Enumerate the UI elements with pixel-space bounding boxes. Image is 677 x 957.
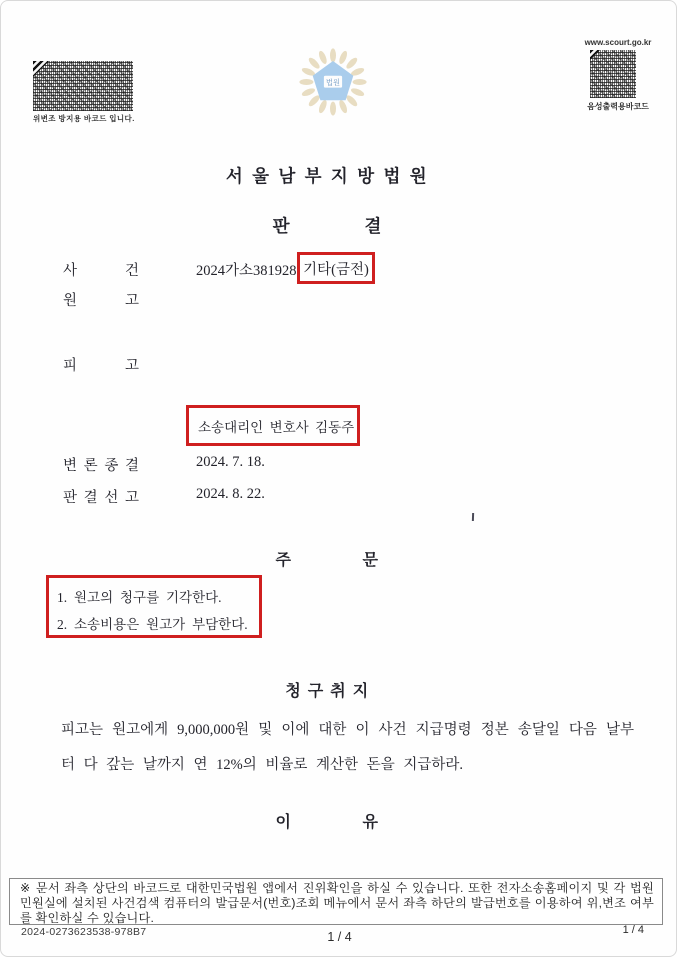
judgment-date-value: 2024. 8. 22.	[196, 486, 265, 502]
order-item-1: 1. 원고의 청구를 기각한다.	[57, 590, 222, 605]
voice-output-qr-caption: 음성출력용바코드	[587, 102, 649, 111]
court-emblem-label: 법원	[325, 77, 341, 87]
defendant-row	[63, 354, 643, 376]
order-item-2: 2. 소송비용은 원고가 부담한다.	[57, 617, 248, 632]
order-heading: 주 문	[275, 552, 380, 569]
case-number: 2024가소381928	[196, 263, 297, 279]
anti-forgery-barcode	[33, 61, 133, 111]
claim-text-line1: 피고는 원고에게 9,000,000원 및 이에 대한 이 사건 지급명령 정본 송달일 다음 날부	[61, 722, 634, 738]
court-emblem-graphic	[298, 47, 368, 117]
claim-paragraph	[61, 713, 634, 783]
representative-highlight-box	[186, 405, 360, 446]
defendant-label: 피 고	[63, 358, 139, 374]
case-label: 사 건	[63, 263, 139, 279]
claim-heading: 청 구 취 지	[285, 683, 370, 700]
hearing-closed-label: 변 론 종 결	[63, 458, 139, 474]
representative-text: 소송대리인 변호사 김동주	[198, 419, 355, 435]
footer-notice-text: ※ 문서 좌측 상단의 바코드로 대한민국법원 앱에서 진위확인을 하실 수 있습니다. 또한 전자소송홈페이지 및 각 법원 민원실에 설치된 사건검색 컴퓨터의 발급문서(번호)조회 메뉴에서 문서 좌측 하단의 발급번호를 이용하여 위,변조 여부를 확인하실 수 있습니다.	[20, 881, 654, 925]
qr-corner-mark	[590, 50, 600, 60]
footer-notice-box	[9, 878, 663, 925]
document-type-title: 판 결	[272, 216, 383, 236]
scourt-url-text: www.scourt.go.kr	[584, 38, 652, 47]
voice-output-qr-code	[590, 50, 636, 98]
scan-stray-mark	[472, 513, 474, 521]
plaintiff-label: 원 고	[63, 293, 139, 309]
case-category: 기타(금전)	[303, 261, 369, 278]
page-indicator-center: 1 / 4	[327, 930, 352, 944]
hearing-closed-row	[63, 454, 643, 476]
hearing-closed-date: 2024. 7. 18.	[196, 454, 265, 470]
barcode-corner-mark	[33, 61, 49, 77]
issue-number: 2024-0273623538-978B7	[21, 926, 147, 938]
claim-text-line2: 터 다 갚는 날까지 연 12%의 비율로 계산한 돈을 지급하라.	[61, 757, 463, 773]
court-emblem-icon	[298, 47, 368, 117]
judgment-date-label: 판 결 선 고	[63, 490, 139, 506]
plaintiff-row	[63, 289, 643, 311]
court-name-title: 서 울 남 부 지 방 법 원	[225, 166, 430, 186]
order-highlight-box	[46, 575, 262, 638]
reason-heading: 이 유	[275, 814, 380, 831]
page-indicator-right: 1 / 4	[622, 924, 644, 936]
anti-forgery-barcode-caption: 위변조 방지용 바코드 입니다.	[33, 114, 135, 123]
case-category-highlight-box	[297, 252, 375, 284]
judgment-date-row	[63, 486, 643, 508]
